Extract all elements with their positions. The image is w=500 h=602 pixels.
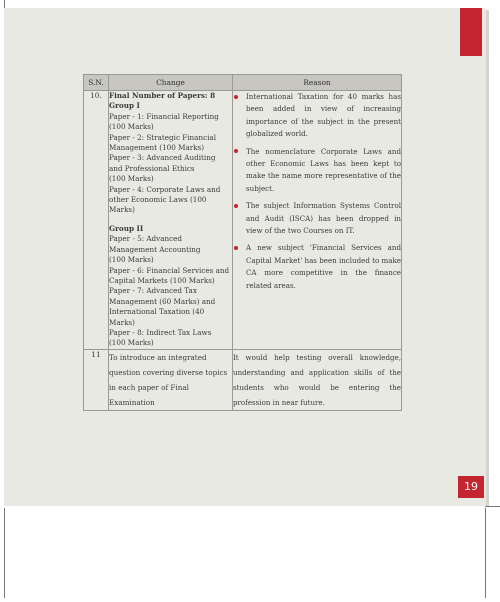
header-sn: S.N. <box>84 75 109 91</box>
row-sn: 11 <box>84 349 109 410</box>
reason-text: A new subject 'Financial Services and Capital Market' has been included to make CA more competitive in the finance related areas. <box>246 243 401 290</box>
change-title: Final Number of Papers: 8 <box>109 91 216 100</box>
red-corner-tab <box>460 8 482 56</box>
crop-mark-left <box>4 508 5 598</box>
reason-list <box>233 91 401 292</box>
row-sn: 10. <box>84 91 109 350</box>
header-change: Change <box>109 75 233 91</box>
list-item <box>233 91 401 141</box>
bullet-icon <box>234 149 238 153</box>
bullet-icon <box>234 246 238 250</box>
paper-line: Management (60 Marks) and <box>109 296 216 306</box>
paper-line: (100 Marks) <box>109 255 154 265</box>
paper-line: Paper - 3: Advanced Auditing <box>109 153 216 163</box>
bullet-icon <box>234 204 238 208</box>
reason-text: The nomenclature Corporate Laws and other Economic Laws has been kept to make the name more representative of the subject. <box>246 146 401 193</box>
reason-text: International Taxation for 40 marks has been added in view of increasing importance of the subject in the present globalized world. <box>246 92 401 139</box>
crop-mark-right <box>485 508 486 598</box>
change-cell: To introduce an integrated question covering diverse topics in each paper of Final Examination <box>109 349 233 410</box>
crop-mark-top-left <box>4 0 5 8</box>
group-label: Group I <box>109 101 140 111</box>
page-number: 19 <box>458 476 484 498</box>
paper-line: Paper - 7: Advanced Tax <box>109 286 197 296</box>
paper-line: (100 Marks) <box>109 174 154 184</box>
bullet-icon <box>234 95 238 99</box>
change-cell <box>109 91 233 350</box>
paper-line: Paper - 8: Indirect Tax Laws <box>109 327 212 337</box>
table-header-row <box>84 75 402 91</box>
paper-line: Management (100 Marks) <box>109 143 205 153</box>
paper-line: Paper - 6: Financial Services and <box>109 265 230 275</box>
paper-line: Paper - 5: Advanced <box>109 234 183 244</box>
list-item <box>233 242 401 292</box>
header-reason: Reason <box>233 75 402 91</box>
crop-mark-bottom-right <box>485 506 500 507</box>
list-item <box>233 146 401 196</box>
table-row <box>84 91 402 350</box>
paper-line: Paper - 4: Corporate Laws and <box>109 184 221 194</box>
paper-line: and Professional Ethics <box>109 163 195 173</box>
paper-line: International Taxation (40 Marks) <box>109 307 205 327</box>
paper-line: Management Accounting <box>109 244 201 254</box>
reason-text: The subject Information Systems Control and Audit (ISCA) has been dropped in view of the two Courses on IT. <box>246 201 401 236</box>
paper-line: Capital Markets (100 Marks) <box>109 275 215 285</box>
list-item <box>233 200 401 237</box>
reason-cell: It would help testing overall knowledge, understanding and application skills of the students who would be entering the profession in near future. <box>233 349 402 410</box>
paper-line: (100 Marks) <box>109 338 154 348</box>
group-label: Group II <box>109 223 144 233</box>
paper-line: Paper - 2: Strategic Financial <box>109 132 216 142</box>
paper-line: Paper - 1: Financial Reporting <box>109 111 219 121</box>
reason-cell <box>233 91 402 350</box>
table-row <box>84 349 402 410</box>
paper-line: other Economic Laws (100 Marks) <box>109 195 207 215</box>
changes-table <box>83 74 402 411</box>
page-shadow <box>486 10 489 506</box>
paper-line: (100 Marks) <box>109 122 154 132</box>
